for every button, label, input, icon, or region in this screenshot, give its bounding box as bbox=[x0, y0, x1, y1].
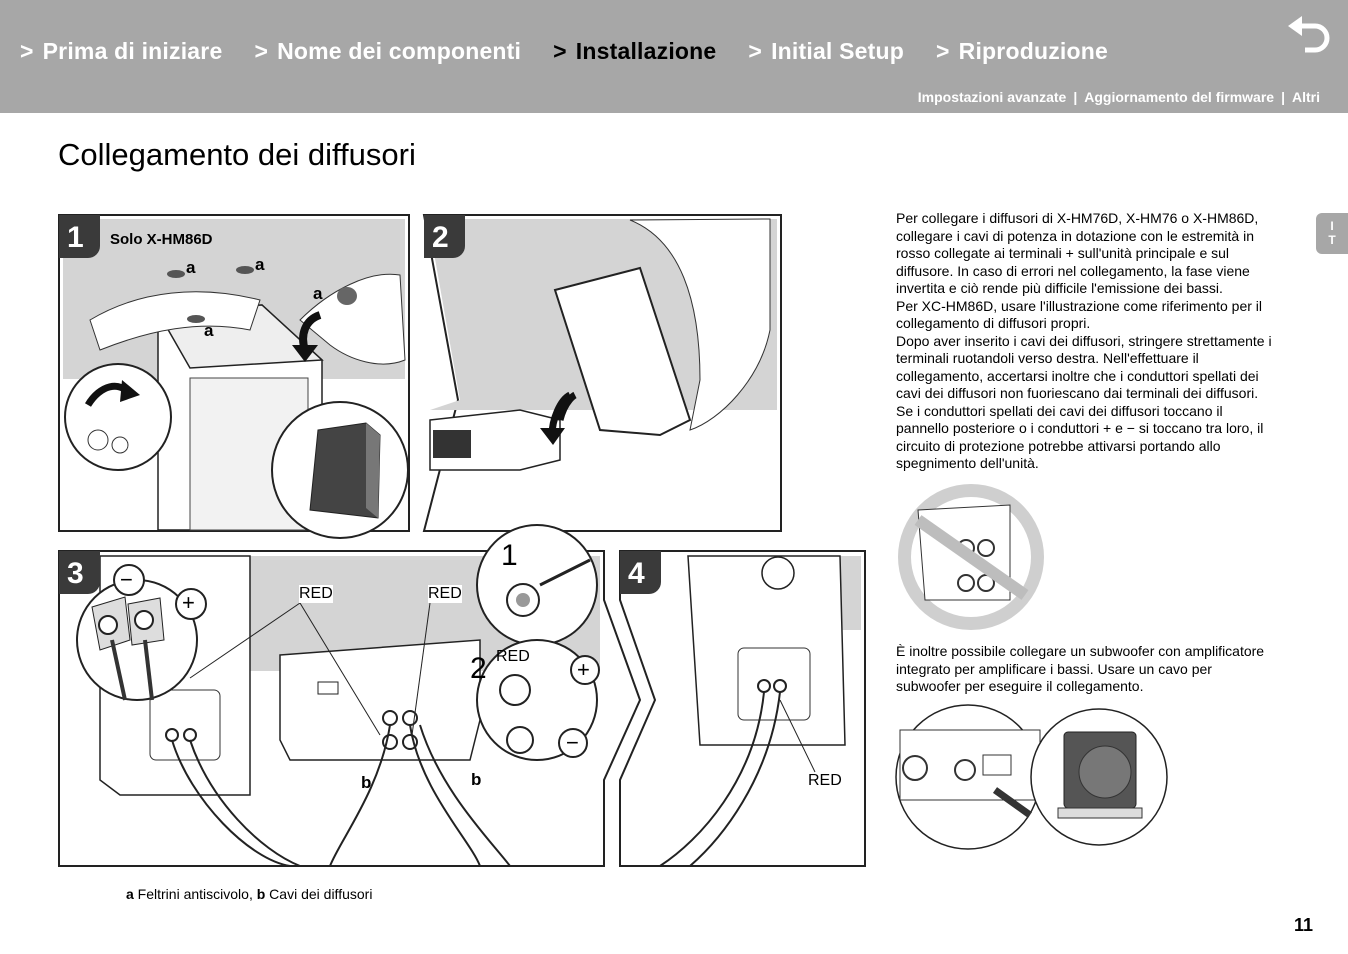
red-label: RED bbox=[808, 772, 842, 789]
plus-sign: + bbox=[577, 657, 590, 682]
label-b: b bbox=[361, 773, 372, 792]
step-badge-4: 4 bbox=[628, 557, 645, 590]
caption-text-a: Feltrini antiscivolo, bbox=[133, 886, 257, 902]
text-line: spegnimento dell'unità. bbox=[896, 455, 1039, 471]
text-line: Se i conduttori spellati dei cavi dei diffusori toccano il bbox=[896, 402, 1223, 419]
minus-sign: − bbox=[120, 567, 133, 592]
subnav-aggiornamento-firmware[interactable]: Aggiornamento del firmware bbox=[1084, 89, 1275, 105]
panel-step-3 bbox=[59, 525, 640, 866]
nav-prima-di-iniziare[interactable]: > Prima di iniziare bbox=[20, 38, 223, 64]
text-line: È inoltre possibile collegare un subwoofer con amplificatore bbox=[896, 643, 1265, 659]
side-tab-letter-t: T bbox=[1328, 233, 1336, 247]
sub-nav: Impostazioni avanzate | Aggiornamento del firmware | Altri bbox=[917, 89, 1320, 105]
caption-text-b: Cavi dei diffusori bbox=[265, 886, 373, 902]
nav-installazione[interactable]: > Installazione bbox=[553, 38, 717, 64]
label-b: b bbox=[471, 770, 482, 789]
text-line: subwoofer per eseguire il collegamento. bbox=[896, 678, 1144, 694]
panel-step-2 bbox=[424, 215, 781, 531]
nav-initial-setup[interactable]: > Initial Setup bbox=[748, 38, 905, 64]
minus-sign: − bbox=[566, 730, 579, 755]
sub-step-1: 1 bbox=[501, 539, 518, 572]
text-line: collegamento, accertarsi inoltre che i conduttori spellati dei bbox=[896, 367, 1259, 384]
text-line: pannello posteriore o i conduttori + e − si toccano tra loro, il bbox=[896, 420, 1264, 436]
text-line: Dopo aver inserito i cavi dei diffusori, stringere strettamente i bbox=[896, 332, 1272, 349]
red-label: RED bbox=[496, 648, 530, 665]
subnav-altri[interactable]: Altri bbox=[1292, 89, 1320, 105]
nav-riproduzione[interactable]: > Riproduzione bbox=[936, 38, 1108, 64]
text-line: Per collegare i diffusori di X-HM76D, X-HM76 o X-HM86D, bbox=[896, 210, 1259, 226]
text-line: circuito di protezione potrebbe attivarsi portando allo bbox=[896, 437, 1221, 454]
text-line: diffusore. In caso di errori nel collegamento, la fase viene bbox=[896, 262, 1250, 279]
panel-step-1 bbox=[59, 215, 409, 538]
terminal-warning-illustration bbox=[898, 484, 1044, 630]
step1-model-note: Solo X-HM86D bbox=[110, 231, 213, 248]
nav-nome-dei-componenti[interactable]: > Nome dei componenti bbox=[254, 38, 522, 64]
text-line: rosso collegate ai terminali + sull'unità principale e sul bbox=[896, 245, 1230, 261]
subwoofer-illustration bbox=[896, 705, 1167, 849]
text-line: terminali ruotandoli verso destra. Nell'effettuare il bbox=[896, 350, 1199, 366]
plus-sign: + bbox=[182, 590, 195, 615]
text-line: cavi dei diffusori non fuoriescano dai terminali dei diffusori. bbox=[896, 385, 1259, 401]
subwoofer-instructions bbox=[896, 643, 1290, 696]
figure-caption bbox=[126, 886, 372, 902]
text-line: integrato per amplificare i bassi. Usare un cavo per bbox=[896, 660, 1212, 677]
step-badge-1: 1 bbox=[67, 221, 84, 254]
text-line: Per XC-HM86D, usare l'illustrazione come riferimento per il bbox=[896, 297, 1263, 314]
side-tab-letter-i: I bbox=[1330, 219, 1334, 233]
red-label: RED bbox=[299, 585, 333, 602]
text-line: collegamento di diffusori propri. bbox=[896, 315, 1091, 331]
caption-key-b: b bbox=[256, 886, 266, 902]
page-title: Collegamento dei diffusori bbox=[58, 137, 416, 172]
step-badge-3: 3 bbox=[67, 557, 84, 590]
label-a: a bbox=[313, 284, 323, 303]
label-a: a bbox=[255, 255, 265, 274]
panel-step-4 bbox=[620, 551, 865, 866]
red-label: RED bbox=[428, 585, 462, 602]
page-number: 11 bbox=[1294, 915, 1314, 935]
label-a: a bbox=[204, 321, 214, 340]
text-line: invertita e ciò rende più difficile l'emissione dei bassi. bbox=[896, 280, 1223, 296]
subnav-impostazioni-avanzate[interactable]: Impostazioni avanzate bbox=[917, 89, 1067, 105]
speaker-connection-instructions bbox=[896, 210, 1290, 473]
sub-step-2: 2 bbox=[470, 652, 487, 685]
caption-key-a: a bbox=[126, 886, 134, 902]
label-a: a bbox=[186, 258, 196, 277]
step-badge-2: 2 bbox=[432, 221, 449, 254]
text-line: collegare i cavi di potenza in dotazione con le estremità in bbox=[896, 227, 1254, 244]
